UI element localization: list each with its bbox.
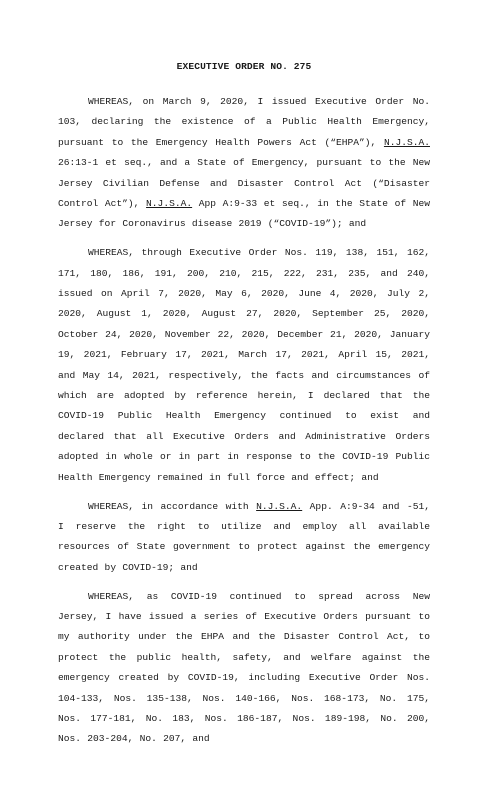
paragraph-text: App A:9-33 et seq., in the State of New Jersey for Coronavirus disease 2019 (“COVID-19”); and bbox=[58, 198, 430, 230]
paragraph-whereas-orders-series: WHEREAS, as COVID-19 continued to spread across New Jersey, I have issued a series of Executive Orders pursuant to my authority under the EHPA and the Disaster Control Act, to protect the public health, safety, and welfare against the emergency created by COVID-19, including Executive Order Nos. 104-133, Nos. 135-138, Nos. 140-166, Nos. 168-173, No. 175, Nos. 177-181, No. 183, Nos. 186-187, Nos. 189-198, No. 200, Nos. 203-204, No. 207, and bbox=[58, 590, 430, 745]
paragraph-text: WHEREAS, on March 9, 2020, I issued Executive Order No. 103, declaring the existence of a Public Health Emergency, pursuant to the Emergency Health Powers Act (“EHPA”), bbox=[58, 96, 430, 148]
paragraph-text: App. A:9-34 and -51, I reserve the right to utilize and employ all available resources of State government to protect against the emergency created by COVID-19; and bbox=[58, 500, 431, 573]
statute-citation: N.J.S.A. bbox=[146, 198, 193, 210]
paragraph-text: 26:13-1 et seq., and a State of Emergency, pursuant to the New Jersey Civilian Defense and Disaster Control Act (“Disaster Control Act”), bbox=[58, 157, 430, 210]
paragraph-whereas-eo-103 bbox=[58, 92, 430, 235]
document-page bbox=[58, 60, 430, 758]
paragraph-text: WHEREAS, in accordance with bbox=[88, 500, 257, 512]
statute-citation: N.J.S.A. bbox=[383, 136, 430, 148]
statute-citation: N.J.S.A. bbox=[256, 500, 303, 512]
paragraph-whereas-extensions: WHEREAS, through Executive Order Nos. 119, 138, 151, 162, 171, 180, 186, 191, 200, 210, 215, 222, 231, 235, and 240, issued on April 7, 2020, May 6, 2020, June 4, 2020, July 2, 2020, August 1, 2020, August 27, 2020, September 25, 2020, October 24, 2020, November 22, 2020, December 21, 2020, January 19, 2021, February 17, 2021, March 17, 2021, April 15, 2021, and May 14, 2021, respectively, the facts and circumstances of which are adopted by reference herein, I declared that the COVID-19 Public Health Emergency continued to exist and declared that all Executive Orders and Administrative Orders adopted in whole or in part in response to the COVID-19 Public Health Emergency remained in full force and effect; and bbox=[58, 247, 430, 483]
paragraph-whereas-resources bbox=[58, 497, 430, 579]
document-title: EXECUTIVE ORDER NO. 275 bbox=[176, 61, 312, 72]
